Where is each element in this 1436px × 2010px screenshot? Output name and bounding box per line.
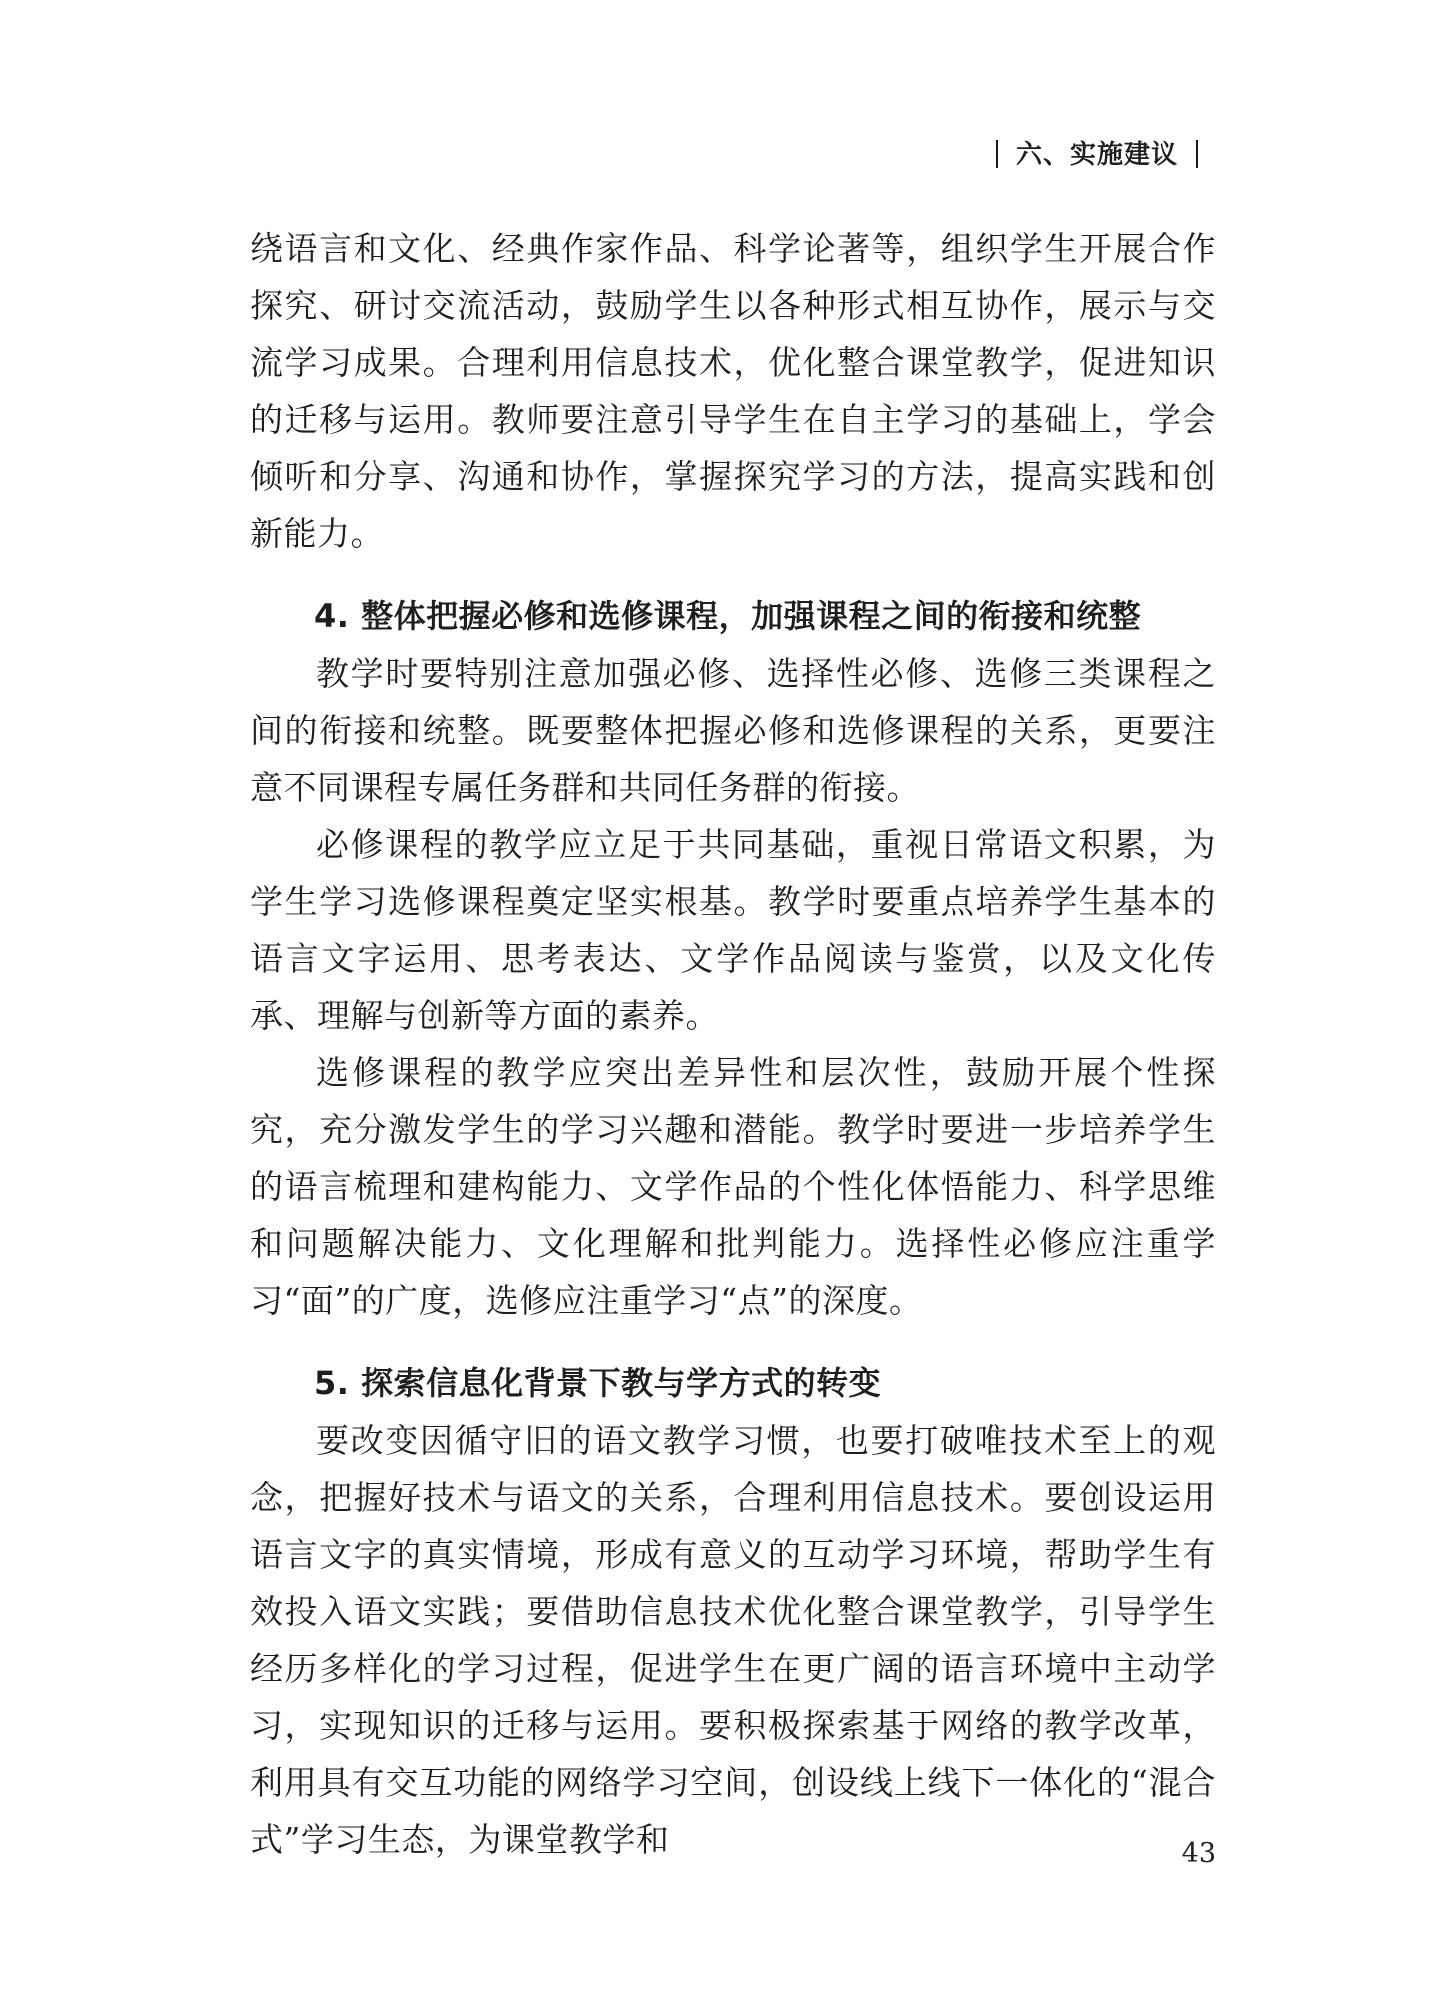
page-body: [250, 220, 1216, 1868]
section-title: 六、实施建议: [1015, 140, 1178, 170]
section-4-paragraph-3: 选修课程的教学应突出差异性和层次性，鼓励开展个性探究，充分激发学生的学习兴趣和潜能。教学时要进一步培养学生的语言梳理和建构能力、文学作品的个性化体悟能力、科学思维和问题解决能力、文化理解和批判能力。选择性必修应注重学习“面”的广度，选修应注重学习“点”的深度。: [250, 1053, 1216, 1320]
section-5-heading: 5. 探索信息化背景下教与学方式的转变: [314, 1364, 882, 1402]
section-4-heading: 4. 整体把握必修和选修课程，加强课程之间的衔接和统整: [314, 597, 1142, 635]
page-number: 43: [1181, 1838, 1216, 1869]
header-divider-right: [1196, 140, 1198, 168]
running-header: [978, 134, 1216, 171]
section-4-paragraph-2: 必修课程的教学应立足于共同基础，重视日常语文积累，为学生学习选修课程奠定坚实根基。教学时要重点培养学生基本的语言文字运用、思考表达、文学作品阅读与鉴赏，以及文化传承、理解与创新等方面的素养。: [250, 825, 1216, 1035]
header-divider-left: [996, 140, 998, 168]
intro-paragraph: 绕语言和文化、经典作家作品、科学论著等，组织学生开展合作探究、研讨交流活动，鼓励学生以各种形式相互协作，展示与交流学习成果。合理利用信息技术，优化整合课堂教学，促进知识的迁移与运用。教师要注意引导学生在自主学习的基础上，学会倾听和分享、沟通和协作，掌握探究学习的方法，提高实践和创新能力。: [250, 229, 1216, 553]
section-4-paragraph-1: 教学时要特别注意加强必修、选择性必修、选修三类课程之间的衔接和统整。既要整体把握必修和选修课程的关系，更要注意不同课程专属任务群和共同任务群的衔接。: [250, 654, 1216, 807]
section-5-paragraph-1: 要改变因循守旧的语文教学习惯，也要打破唯技术至上的观念，把握好技术与语文的关系，合理利用信息技术。要创设运用语言文字的真实情境，形成有意义的互动学习环境，帮助学生有效投入语文实践；要借助信息技术优化整合课堂教学，引导学生经历多样化的学习过程，促进学生在更广阔的语言环境中主动学习，实现知识的迁移与运用。要积极探索基于网络的教学改革，利用具有交互功能的网络学习空间，创设线上线下一体化的“混合式”学习生态，为课堂教学和: [250, 1421, 1216, 1859]
